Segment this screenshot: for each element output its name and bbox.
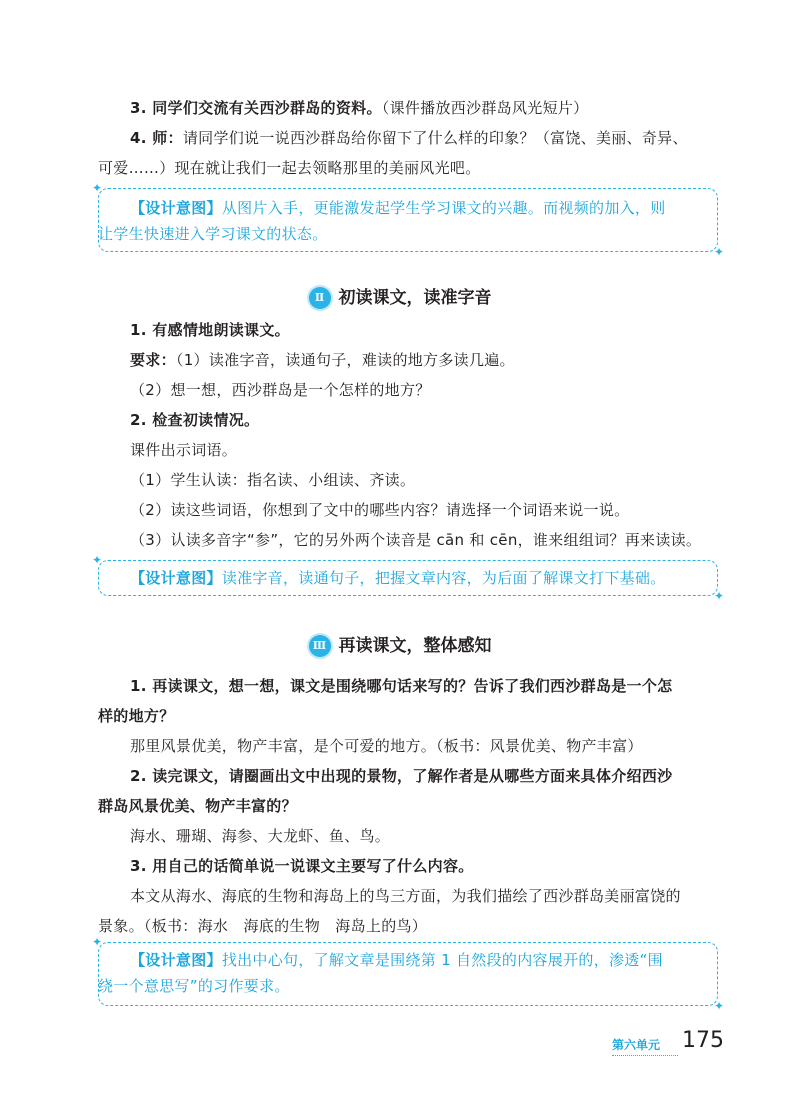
- requirement-2: （2）想一想，西沙群岛是一个怎样的地方？: [130, 381, 431, 399]
- courseware-words: 课件出示词语。: [130, 441, 238, 459]
- design-intent-1-cont: 让学生快速进入学习课文的状态。: [98, 225, 328, 243]
- question-2-cont: 群岛风景优美、物产丰富的？: [98, 797, 297, 815]
- check-2: （2）读这些词语，你想到了文中的哪些内容？请选择一个词语来说一说。: [130, 501, 630, 519]
- design-intent-3: 【设计意图】找出中心句，了解文章是围绕第 1 自然段的内容展开的，渗透“围: [130, 951, 663, 969]
- question-3: 3. 用自己的话简单说一说课文主要写了什么内容。: [130, 857, 474, 875]
- corner-icon: ✦: [713, 999, 724, 1013]
- corner-icon: ✦: [92, 935, 103, 949]
- footer-divider: [612, 1055, 678, 1056]
- section-heading-2: Ⅱ 初读课文，读准字音: [0, 286, 800, 310]
- step-4-cont: 可爱……）现在就让我们一起去领略那里的美丽风光吧。: [98, 159, 481, 177]
- unit-label: 第六单元: [612, 1038, 661, 1052]
- section-number-badge: Ⅲ: [309, 635, 331, 657]
- step-3: 3. 同学们交流有关西沙群岛的资料。（课件播放西沙群岛风光短片）: [130, 99, 589, 117]
- design-intent-2: 【设计意图】读准字音，读通句子，把握文章内容，为后面了解课文打下基础。: [130, 569, 666, 587]
- answer-3: 本文从海水、海底的生物和海岛上的鸟三方面，为我们描绘了西沙群岛美丽富饶的: [130, 887, 681, 905]
- question-2: 2. 读完课文，请圈画出文中出现的景物，了解作者是从哪些方面来具体介绍西沙: [130, 767, 673, 785]
- corner-icon: ✦: [92, 181, 103, 195]
- section-heading-3: Ⅲ 再读课文，整体感知: [0, 634, 800, 658]
- check-1: （1）学生认读：指名读、小组读、齐读。: [130, 471, 416, 489]
- corner-icon: ✦: [713, 589, 724, 603]
- design-intent-3-cont: 绕一个意思写”的习作要求。: [98, 977, 290, 995]
- answer-2: 海水、珊瑚、海参、大龙虾、鱼、鸟。: [130, 827, 391, 845]
- answer-3-cont: 景象。（板书：海水 海底的生物 海岛上的鸟）: [98, 917, 428, 935]
- question-1-cont: 样的地方？: [98, 707, 175, 725]
- step-1: 1. 有感情地朗读课文。: [130, 321, 290, 339]
- step-4: 4. 师：请同学们说一说西沙群岛给你留下了什么样的印象？（富饶、美丽、奇异、: [130, 129, 688, 147]
- section-number-badge: Ⅱ: [309, 287, 331, 309]
- question-1: 1. 再读课文，想一想，课文是围绕哪句话来写的？告诉了我们西沙群岛是一个怎: [130, 677, 673, 695]
- page-number: 175: [682, 1028, 724, 1053]
- check-3: （3）认读多音字“参”，它的另外两个读音是 cān 和 cēn，谁来组组词？再来读读。: [130, 531, 702, 549]
- step-2: 2. 检查初读情况。: [130, 411, 260, 429]
- corner-icon: ✦: [92, 553, 103, 567]
- design-intent-1: 【设计意图】从图片入手，更能激发起学生学习课文的兴趣。而视频的加入，则: [130, 199, 666, 217]
- corner-icon: ✦: [713, 245, 724, 259]
- requirement-1: 要求：（1）读准字音，读通句子，难读的地方多读几遍。: [130, 351, 515, 369]
- answer-1: 那里风景优美，物产丰富，是个可爱的地方。（板书：风景优美、物产丰富）: [130, 737, 643, 755]
